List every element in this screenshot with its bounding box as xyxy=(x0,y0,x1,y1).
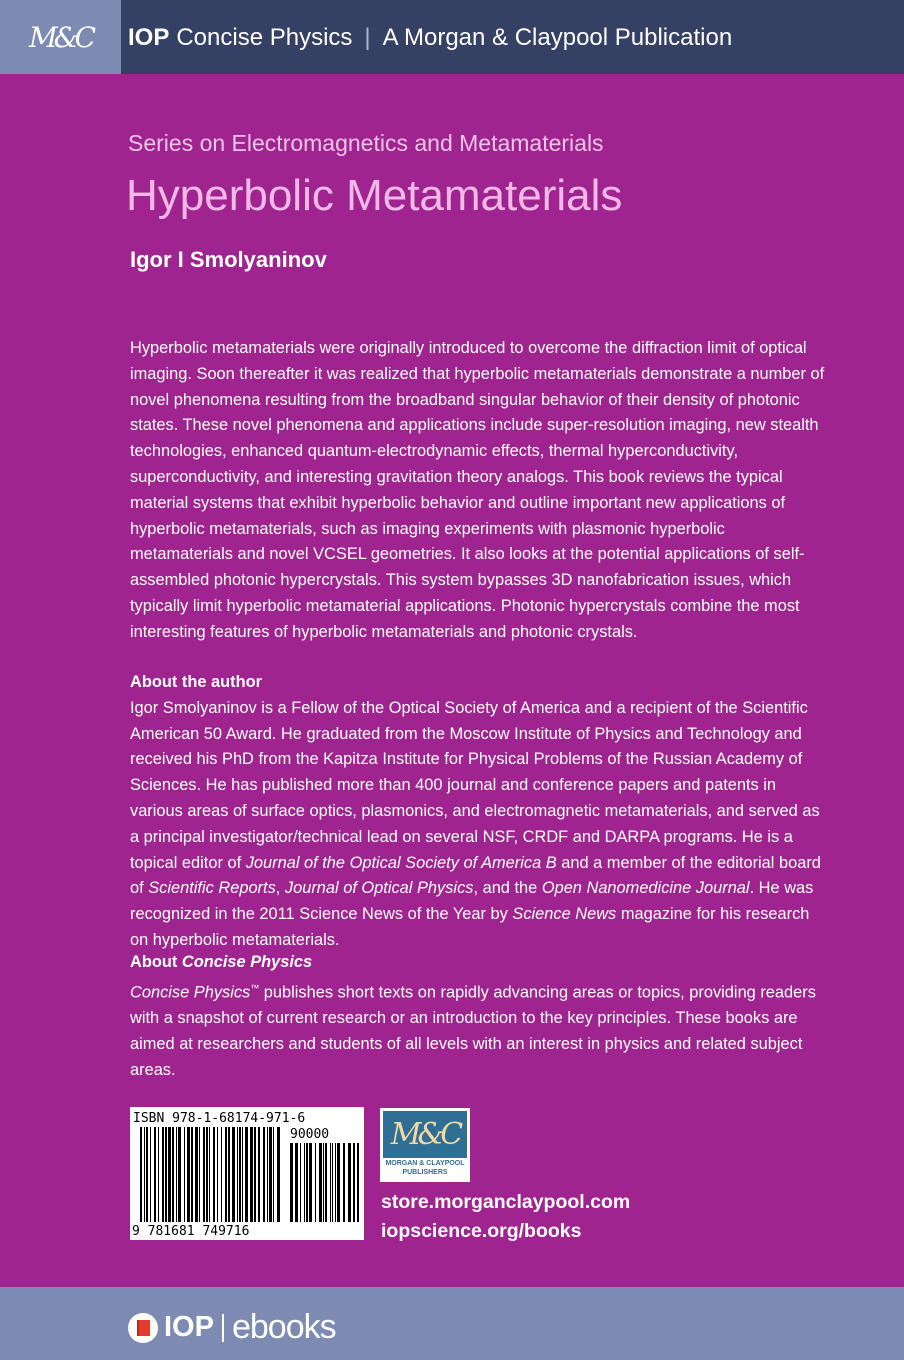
publisher-label: A Morgan & Claypool Publication xyxy=(382,24,733,51)
isbn-text: ISBN 978-1-68174-971-6 xyxy=(133,1111,306,1126)
addon-bars xyxy=(290,1143,359,1222)
footer-separator xyxy=(222,1314,224,1342)
store-links xyxy=(381,1188,630,1246)
book-title: Hyperbolic Metamaterials xyxy=(126,171,623,220)
about-author-heading: About the author xyxy=(130,673,263,691)
iop-ebooks-logo xyxy=(128,1308,336,1347)
journal-optical-physics: Journal of Optical Physics xyxy=(284,879,474,898)
mc-emblem: M&C xyxy=(390,1117,460,1152)
journal-scientific-reports: Scientific Reports xyxy=(148,879,276,898)
magazine-science-news: Science News xyxy=(512,905,617,924)
footer-ebooks-label: ebooks xyxy=(231,1308,336,1346)
about-author-text: Igor Smolyaninov is a Fellow of the Optical Society of America and a recipient of the Scientific American 50 Award. He graduated from the Moscow Institute of Physics and Technology and received his PhD from the Kapitza Institute for Physical Problems of the Russian Academy of Sciences. He has published more than 400 journal and conference papers and patents in various areas of surface optics, plasmonics, and electromagnetic metamaterials, and served as a principal investigator/technical lead on several NSF, CRDF and DARPA programs. He is a topical editor of Journal of the Optical Society of America B and a member of the editorial board of Scientific Reports, Journal of Optical Physics, and the Open Nanomedicine Journal. He was recognized in the 2011 Science News of the Year by Science News magazine for his research on hyperbolic metamaterials. xyxy=(130,698,821,949)
journal-josa-b: Journal of the Optical Society of America B xyxy=(245,853,557,872)
journal-open-nanomedicine: Open Nanomedicine Journal xyxy=(541,879,750,898)
mc-logo-mark: M&C xyxy=(28,20,93,54)
header-title xyxy=(128,24,732,52)
about-cp-text: Concise Physics™ publishes short texts on rapidly advancing areas or topics, providing readers with a snapshot of current research or an introduction to the key principles. These books are aimed at researchers and students of all levels with an interest in physics and related subject areas. xyxy=(130,982,816,1079)
iop-label: IOP xyxy=(128,24,170,51)
header-bar xyxy=(0,0,904,74)
ean-text: 9 781681 749716 xyxy=(132,1224,250,1239)
mc-logo-band: MORGAN & CLAYPOOL PUBLISHERS xyxy=(383,1158,467,1179)
price-code-text: 90000 xyxy=(290,1127,330,1142)
about-cp-heading: About Concise Physics xyxy=(130,953,313,971)
book-description: Hyperbolic metamaterials were originally introduced to overcome the diffraction limit of optical imaging. Soon thereafter it was realized that hyperbolic metamaterials demonstrate a number of novel phenomena resulting from the broadband singular behavior of their density of photonic states. These novel phenomena and applications include super-resolution imaging, new stealth technologies, enhanced quantum-electrodynamic effects, thermal hyperconductivity, superconductivity, and interesting gravitation theory analogs. This book reviews the typical material systems that exhibit hyperbolic behavior and outline important new applications of hyperbolic metamaterials, such as imaging experiments with plasmonic hyperbolic metamaterials and novel VCSEL geometries. It also looks at the potential applications of self-assembled photonic hypercrystals. This system bypasses 3D nanofabrication issues, which typically limit hyperbolic metamaterial applications. Photonic hypercrystals combine the most interesting features of hyperbolic metamaterials and photonic crystals. xyxy=(130,339,825,641)
about-concise-physics-section xyxy=(130,950,830,1083)
morgan-claypool-logo xyxy=(380,1108,470,1182)
author-name: Igor I Smolyaninov xyxy=(130,247,327,272)
header-separator: | xyxy=(364,24,371,51)
barcode-bars xyxy=(140,1127,280,1222)
footer-iop-label: IOP xyxy=(164,1311,214,1343)
series-brand: Concise Physics xyxy=(176,24,353,51)
mc-corner-logo xyxy=(0,0,121,74)
isbn-barcode xyxy=(130,1107,364,1240)
book-icon xyxy=(128,1313,158,1343)
store-link[interactable]: store.morganclaypool.com xyxy=(381,1191,631,1213)
iopscience-link[interactable]: iopscience.org/books xyxy=(381,1220,582,1242)
series-name: Series on Electromagnetics and Metamaterials xyxy=(128,130,604,156)
about-author-section xyxy=(130,670,830,954)
